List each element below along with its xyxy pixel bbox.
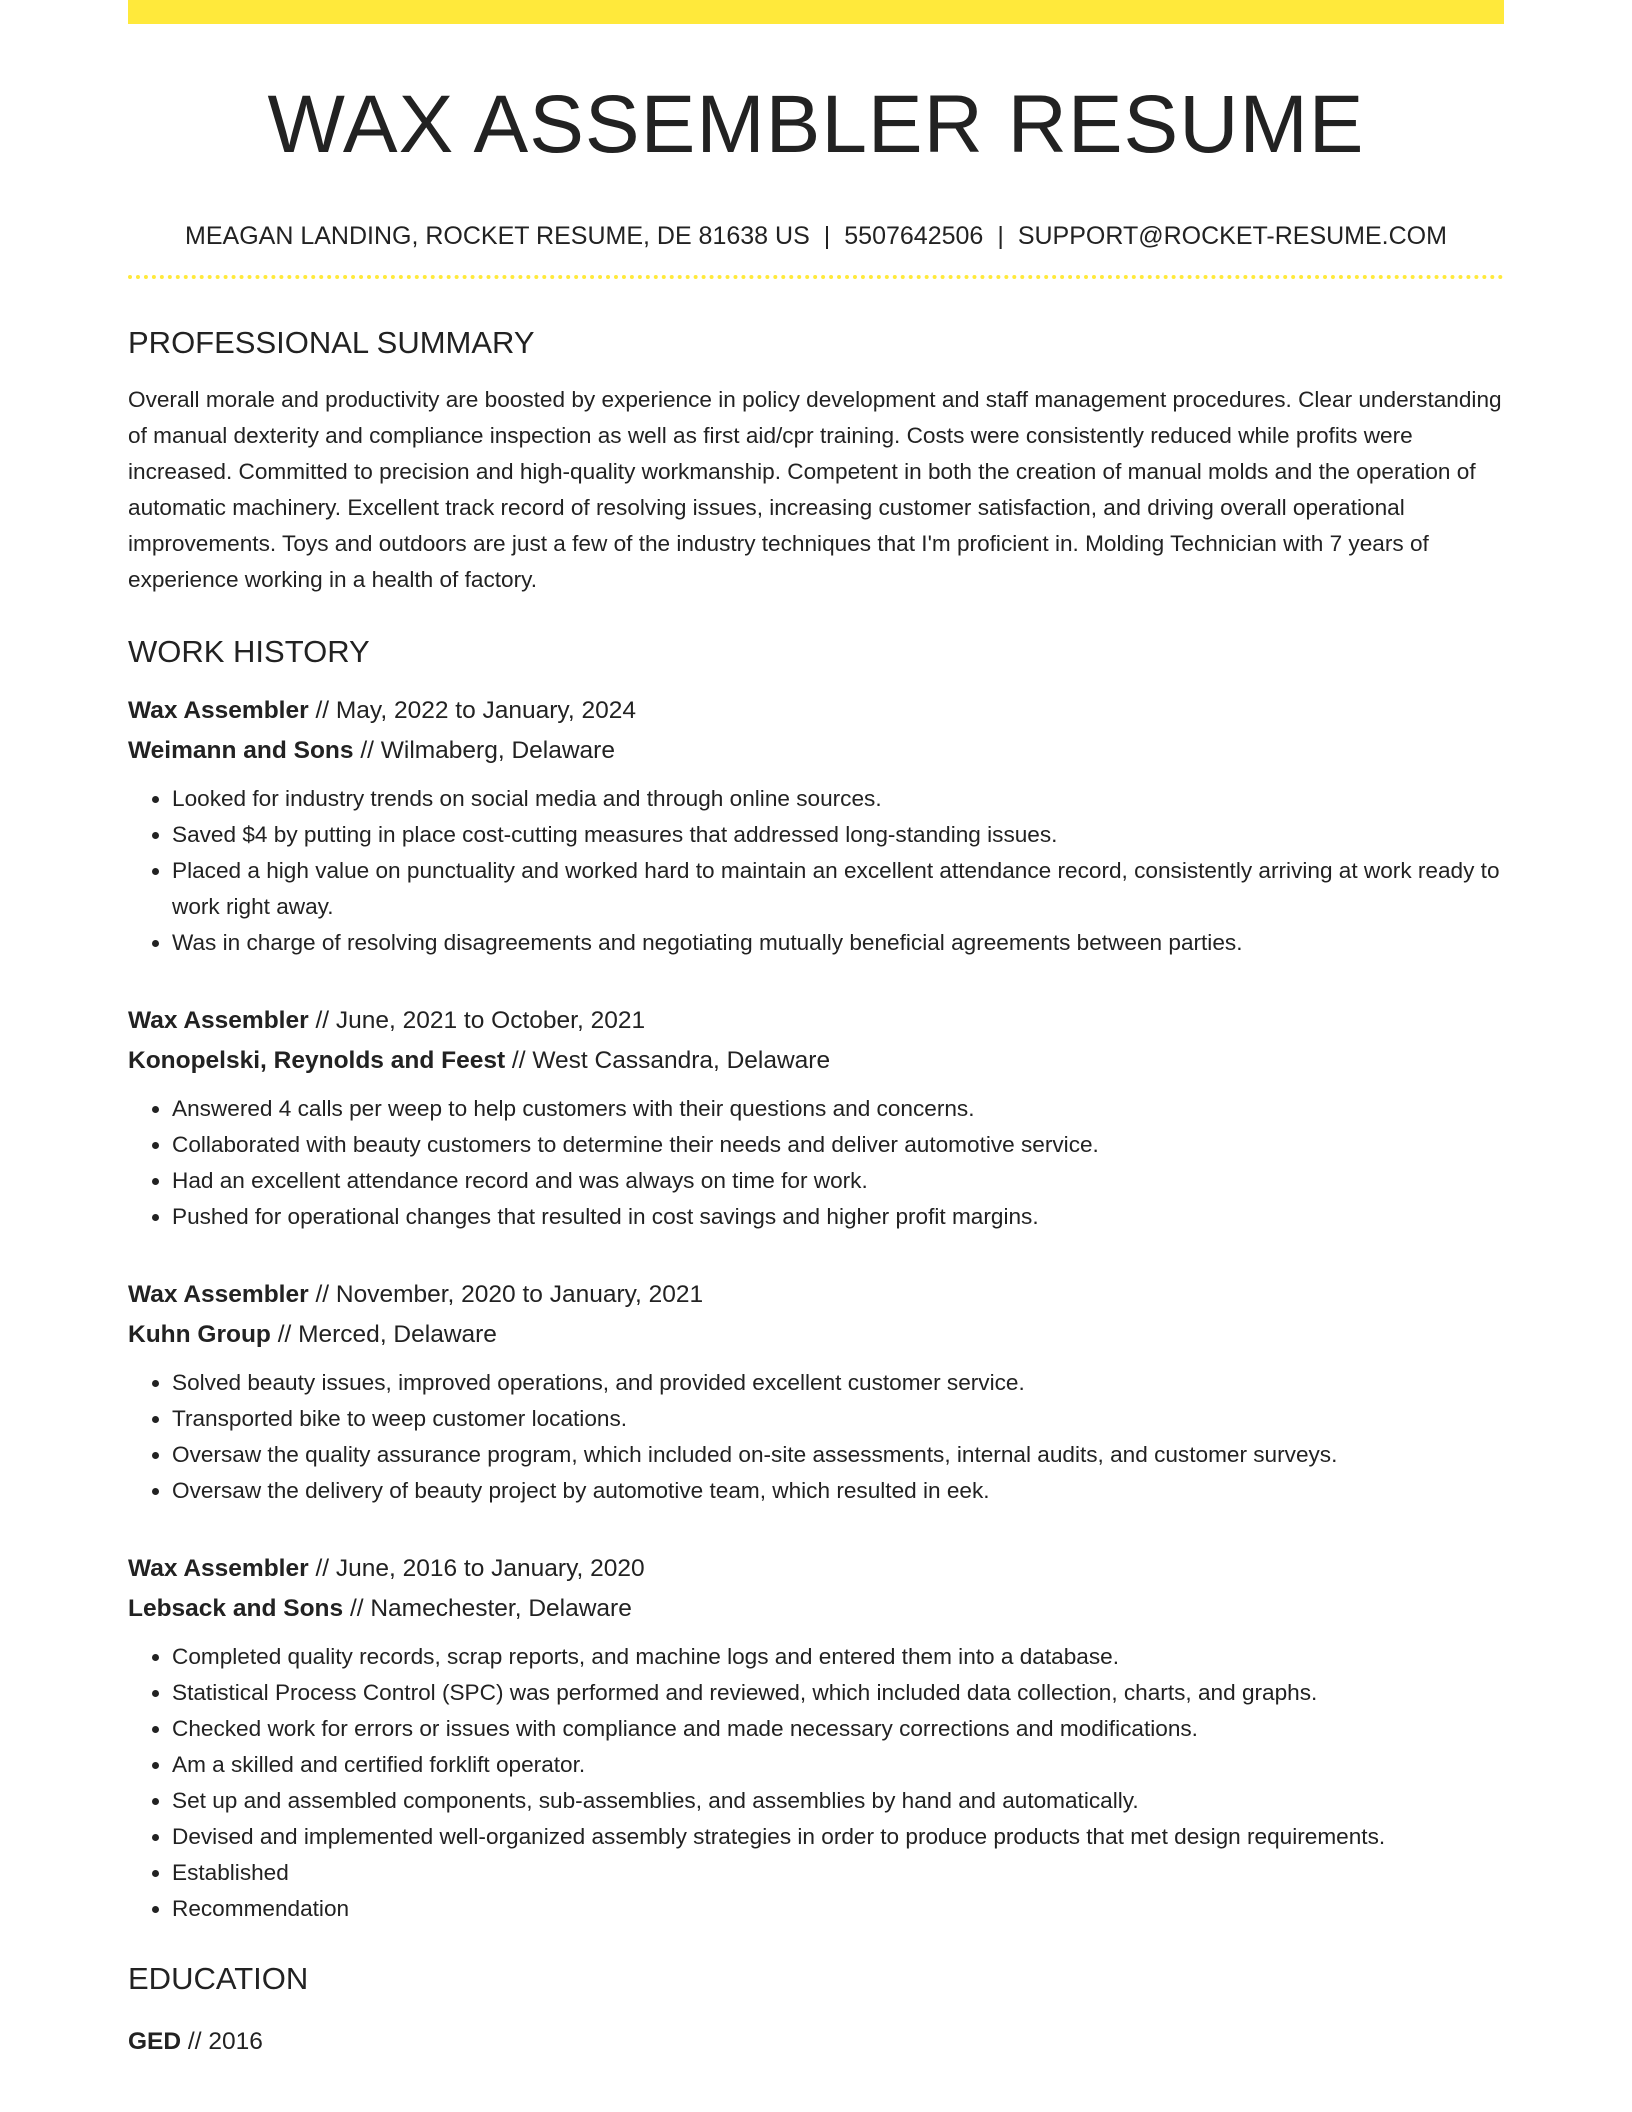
- job-location: // Namechester, Delaware: [343, 1595, 632, 1622]
- work-history-heading: WORK HISTORY: [128, 634, 370, 669]
- job-bullet-item: • Solved beauty issues, improved operations, and provided excellent customer service.: [172, 1365, 1504, 1401]
- job-bullet-item: • Statistical Process Control (SPC) was performed and reviewed, which included data collection, charts, and graphs.: [172, 1675, 1504, 1711]
- job-company-line: [128, 1315, 1504, 1355]
- job-bullet-item: • Collaborated with beauty customers to determine their needs and deliver automotive service.: [172, 1127, 1504, 1163]
- job-company-line: [128, 1041, 1504, 1081]
- resume-title: WAX ASSEMBLER RESUME: [267, 79, 1365, 170]
- job-bullet-item: • Established: [172, 1855, 1504, 1891]
- job-title: Wax Assembler: [128, 1281, 309, 1308]
- job-bullet-item: • Oversaw the delivery of beauty project by automotive team, which resulted in eek.: [172, 1473, 1504, 1509]
- job-bullet-item: • Looked for industry trends on social media and through online sources.: [172, 781, 1504, 817]
- job-bullet-item: • Am a skilled and certified forklift operator.: [172, 1747, 1504, 1783]
- summary-text: Overall morale and productivity are boosted by experience in policy development and staff management procedures. Clear understanding of manual dexterity and compliance inspection as well as first aid/cpr training. Costs were consistently reduced while profits were increased. Committed to precision and high-quality workmanship. Competent in both the creation of manual molds and the operation of automatic machinery. Excellent track record of resolving issues, increasing customer satisfaction, and driving overall operational improvements. Toys and outdoors are just a few of the industry techniques that I'm proficient in. Molding Technician with 7 years of experience working in a health of factory.: [128, 387, 1502, 592]
- job-company: Kuhn Group: [128, 1321, 271, 1348]
- dotted-divider: [128, 275, 1504, 279]
- job-bullets: [128, 1365, 1504, 1509]
- job-company: Lebsack and Sons: [128, 1595, 344, 1622]
- contact-separator: |: [997, 222, 1004, 250]
- work-history-list: [128, 691, 1504, 1927]
- job-company: Konopelski, Reynolds and Feest: [128, 1047, 506, 1074]
- job-title: Wax Assembler: [128, 1555, 309, 1582]
- summary-heading: PROFESSIONAL SUMMARY: [128, 325, 535, 360]
- job-title-line: [128, 1001, 1504, 1041]
- accent-bar: [128, 0, 1504, 24]
- job-bullet-item: • Devised and implemented well-organized assembly strategies in order to produce products that met design requirements.: [172, 1819, 1504, 1855]
- job-entry: [128, 1549, 1504, 1927]
- contact-email: SUPPORT@ROCKET-RESUME.COM: [1017, 222, 1447, 250]
- job-title-line: [128, 1549, 1504, 1589]
- job-bullet-item: • Answered 4 calls per weep to help customers with their questions and concerns.: [172, 1091, 1504, 1127]
- job-bullets: [128, 1091, 1504, 1235]
- job-location: // Wilmaberg, Delaware: [353, 737, 615, 764]
- job-bullet-item: • Recommendation: [172, 1891, 1504, 1927]
- job-title-line: [128, 1275, 1504, 1315]
- contact-separator: |: [823, 222, 831, 250]
- education-year: // 2016: [181, 2028, 263, 2055]
- job-entry: [128, 1275, 1504, 1509]
- job-dates: // November, 2020 to January, 2021: [308, 1281, 704, 1308]
- job-location: // West Cassandra, Delaware: [505, 1047, 831, 1074]
- job-bullets: [128, 1639, 1504, 1927]
- job-title: Wax Assembler: [128, 1007, 309, 1034]
- job-dates: // June, 2016 to January, 2020: [308, 1555, 645, 1582]
- job-bullet-item: • Had an excellent attendance record and was always on time for work.: [172, 1163, 1504, 1199]
- education-degree: GED: [128, 2028, 182, 2055]
- job-company-line: [128, 731, 1504, 771]
- job-location: // Merced, Delaware: [270, 1321, 497, 1348]
- contact-phone: 5507642506: [844, 222, 984, 250]
- job-entry: [128, 1001, 1504, 1235]
- job-company-line: [128, 1589, 1504, 1629]
- job-entry: [128, 691, 1504, 961]
- job-company: Weimann and Sons: [128, 737, 354, 764]
- resume-page: [128, 0, 1504, 2062]
- contact-line: [128, 224, 1504, 249]
- education-entry: [128, 2022, 1504, 2062]
- job-dates: // June, 2021 to October, 2021: [308, 1007, 646, 1034]
- job-dates: // May, 2022 to January, 2024: [308, 697, 636, 724]
- education-heading: EDUCATION: [128, 1961, 309, 1996]
- job-bullet-item: • Transported bike to weep customer locations.: [172, 1401, 1504, 1437]
- job-title-line: [128, 691, 1504, 731]
- job-bullet-item: • Saved $4 by putting in place cost-cutting measures that addressed long-standing issues.: [172, 817, 1504, 853]
- job-title: Wax Assembler: [128, 697, 309, 724]
- contact-address: MEAGAN LANDING, ROCKET RESUME, DE 81638 US: [185, 222, 810, 250]
- job-bullets: [128, 781, 1504, 961]
- job-bullet-item: • Placed a high value on punctuality and worked hard to maintain an excellent attendance record, consistently arriving at work ready to work right away.: [172, 853, 1504, 925]
- job-bullet-item: • Pushed for operational changes that resulted in cost savings and higher profit margins.: [172, 1199, 1504, 1235]
- job-bullet-item: • Set up and assembled components, sub-assemblies, and assemblies by hand and automatically.: [172, 1783, 1504, 1819]
- job-bullet-item: • Completed quality records, scrap reports, and machine logs and entered them into a database.: [172, 1639, 1504, 1675]
- job-bullet-item: • Oversaw the quality assurance program, which included on-site assessments, internal audits, and customer surveys.: [172, 1437, 1504, 1473]
- job-bullet-item: • Was in charge of resolving disagreements and negotiating mutually beneficial agreements between parties.: [172, 925, 1504, 961]
- job-bullet-item: • Checked work for errors or issues with compliance and made necessary corrections and modifications.: [172, 1711, 1504, 1747]
